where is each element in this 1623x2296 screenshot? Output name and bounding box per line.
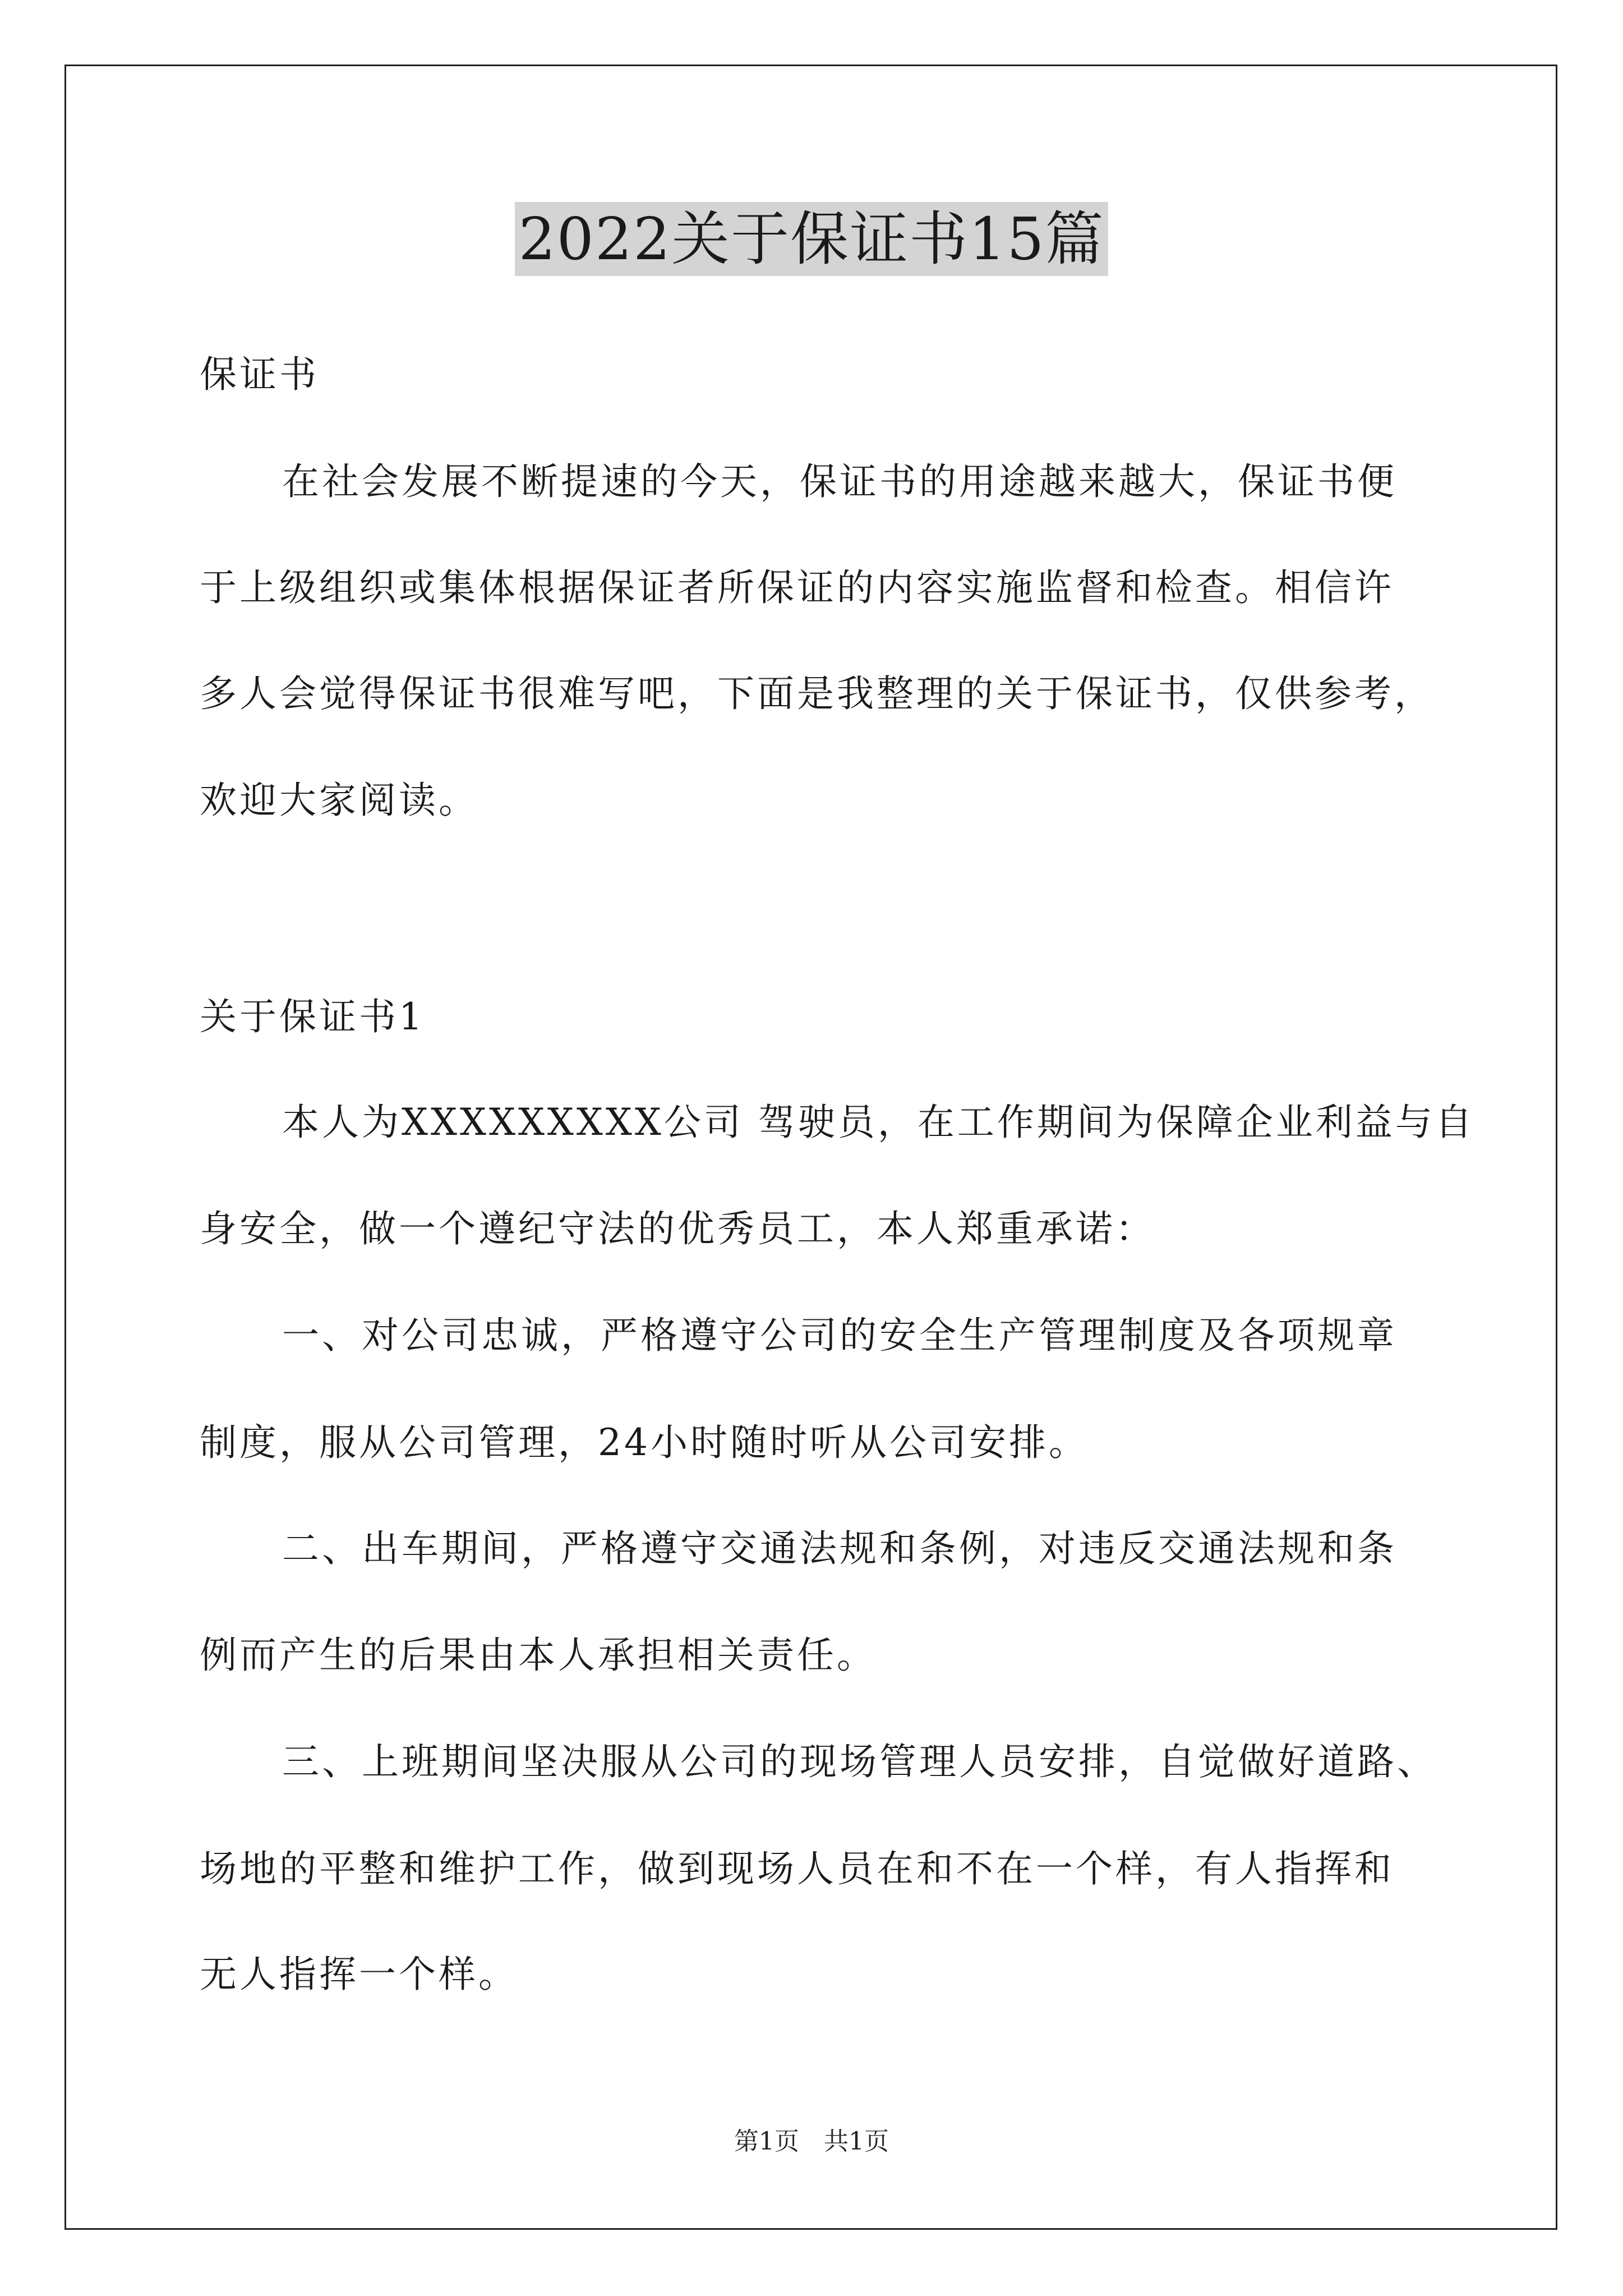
page-number-total: 共1页	[824, 2127, 889, 2156]
body-line: 三、上班期间坚决服从公司的现场管理人员安排，自觉做好道路、	[282, 1740, 1437, 1783]
section-heading: 关于保证书1	[200, 995, 425, 1038]
title-container	[0, 202, 1623, 276]
intro-heading: 保证书	[200, 353, 319, 396]
intro-line: 于上级组织或集体根据保证者所保证的内容实施监督和检查。相信许	[200, 566, 1394, 609]
body-line: 本人为XXXXXXXXX公司 驾驶员，在工作期间为保障企业利益与自	[282, 1101, 1475, 1144]
body-line: 身安全，做一个遵纪守法的优秀员工，本人郑重承诺：	[200, 1207, 1155, 1250]
body-line: 无人指挥一个样。	[200, 1953, 518, 1996]
page-footer	[0, 2125, 1623, 2159]
body-line: 场地的平整和维护工作，做到现场人员在和不在一个样，有人指挥和	[200, 1847, 1394, 1890]
document-title: 2022关于保证书15篇	[515, 202, 1108, 276]
body-line: 例而产生的后果由本人承担相关责任。	[200, 1634, 877, 1677]
page-number-current: 第1页	[734, 2127, 799, 2156]
body-line: 一、对公司忠诚，严格遵守公司的安全生产管理制度及各项规章	[282, 1314, 1397, 1357]
body-line: 二、出车期间，严格遵守交通法规和条例，对违反交通法规和条	[282, 1527, 1397, 1570]
intro-line: 欢迎大家阅读。	[200, 779, 478, 822]
intro-line: 多人会觉得保证书很难写吧，下面是我整理的关于保证书，仅供参考，	[200, 672, 1434, 715]
body-line: 制度，服从公司管理，24小时随时听从公司安排。	[200, 1421, 1089, 1464]
intro-line: 在社会发展不断提速的今天，保证书的用途越来越大，保证书便	[282, 460, 1397, 503]
